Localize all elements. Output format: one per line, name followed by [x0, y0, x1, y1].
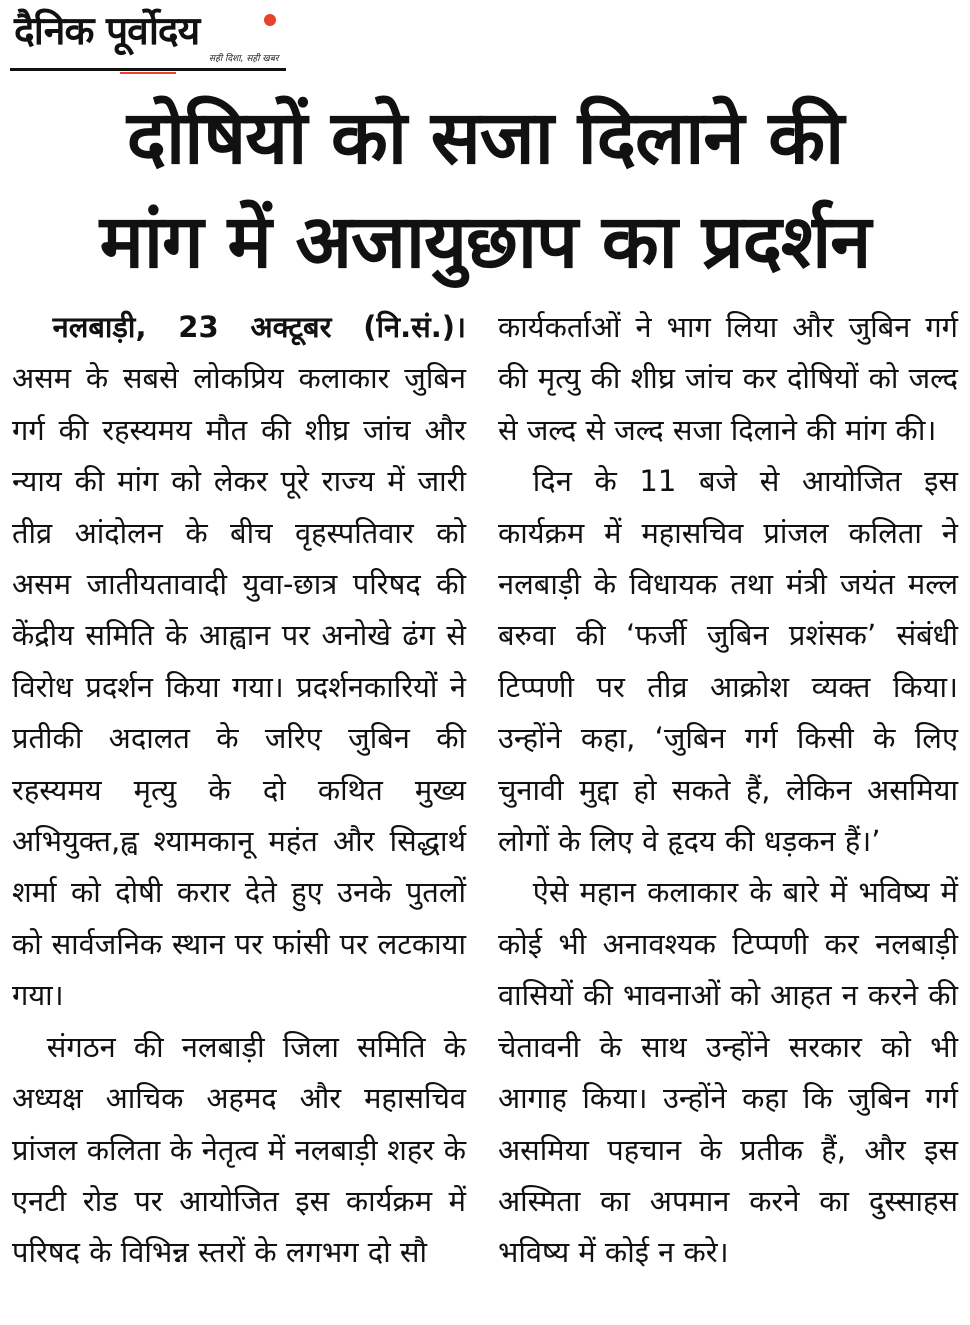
article-body	[0, 302, 970, 1322]
article-headline	[14, 86, 956, 294]
headline-line-1: दोषियों को सजा दिलाने की	[126, 95, 844, 181]
article-column-right	[498, 302, 958, 1279]
article-dateline: नलबाड़ी, 23 अक्टूबर (नि.सं.)।	[52, 310, 466, 344]
logo-dot-icon	[264, 14, 276, 26]
masthead-rule	[10, 68, 286, 71]
masthead	[10, 8, 286, 72]
newspaper-logo-name: दैनिक पूर्वोदय	[14, 9, 200, 54]
article-paragraph-2-continued: कार्यकर्ताओं ने भाग लिया और जुबिन गर्ग की मृत्यु की शीघ्र जांच कर दोषियों को जल्द से जल्द से जल्द सजा दिलाने की मांग की।	[498, 310, 958, 447]
masthead-accent-line	[120, 72, 176, 74]
article-paragraph-2: संगठन की नलबाड़ी जिला समिति के अध्यक्ष आचिक अहमद और महासचिव प्रांजल कलिता के नेतृत्व में नलबाड़ी शहर के एनटी रोड पर आयोजित इस कार्यक्रम में परिषद के विभिन्न स्तरों के लगभग दो सौ	[12, 1029, 466, 1270]
headline-line-2: मांग में अजायुछाप का प्रदर्शन	[99, 199, 871, 285]
paragraph-1-text: असम के सबसे लोकप्रिय कलाकार जुबिन गर्ग की रहस्यमय मौत की शीघ्र जांच और न्याय की मांग को लेकर पूरे राज्य में जारी तीव्र आंदोलन के बीच वृहस्पतिवार को असम जातीयतावादी युवा-छात्र परिषद की केंद्रीय समिति के आह्वान पर अनोखे ढंग से विरोध प्रदर्शन किया गया। प्रदर्शनकारियों ने प्रतीकी अदालत के जरिए जुबिन की रहस्यमय मृत्यु के दो कथित मुख्य अभियुक्त,ह्व श्यामकानू महंत और सिद्धार्थ शर्मा को दोषी करार देते हुए उनके पुतलों को सार्वजनिक स्थान पर फांसी पर लटकाया गया।	[12, 361, 466, 1013]
article-paragraph-4: ऐसे महान कलाकार के बारे में भविष्य में कोई भी अनावश्यक टिप्पणी कर नलबाड़ी वासियों की भावनाओं को आहत न करने की चेतावनी के साथ उन्होंने सरकार को भी आगाह किया। उन्होंने कहा कि जुबिन गर्ग असमिया पहचान के प्रतीक हैं, और इस अस्मिता का अपमान करने का दुस्साहस भविष्य में कोई न करे।	[498, 875, 958, 1270]
article-column-left	[12, 302, 466, 1279]
article-paragraph-3: दिन के 11 बजे से आयोजित इस कार्यक्रम में महासचिव प्रांजल कलिता ने नलबाड़ी के विधायक तथा मंत्री जयंत मल्ल बरुवा की ‘फर्जी जुबिन प्रशंसक’ संबंधी टिप्पणी पर तीव्र आक्रोश व्यक्त किया। उन्होंने कहा, ‘जुबिन गर्ग किसी के लिए चुनावी मुद्दा हो सकते हैं, लेकिन असमिया लोगों के लिए वे हृदय की धड़कन हैं।’	[498, 464, 958, 859]
article-paragraph-1	[12, 302, 466, 1022]
newspaper-tagline: सही दिशा, सही खबर	[209, 54, 279, 64]
